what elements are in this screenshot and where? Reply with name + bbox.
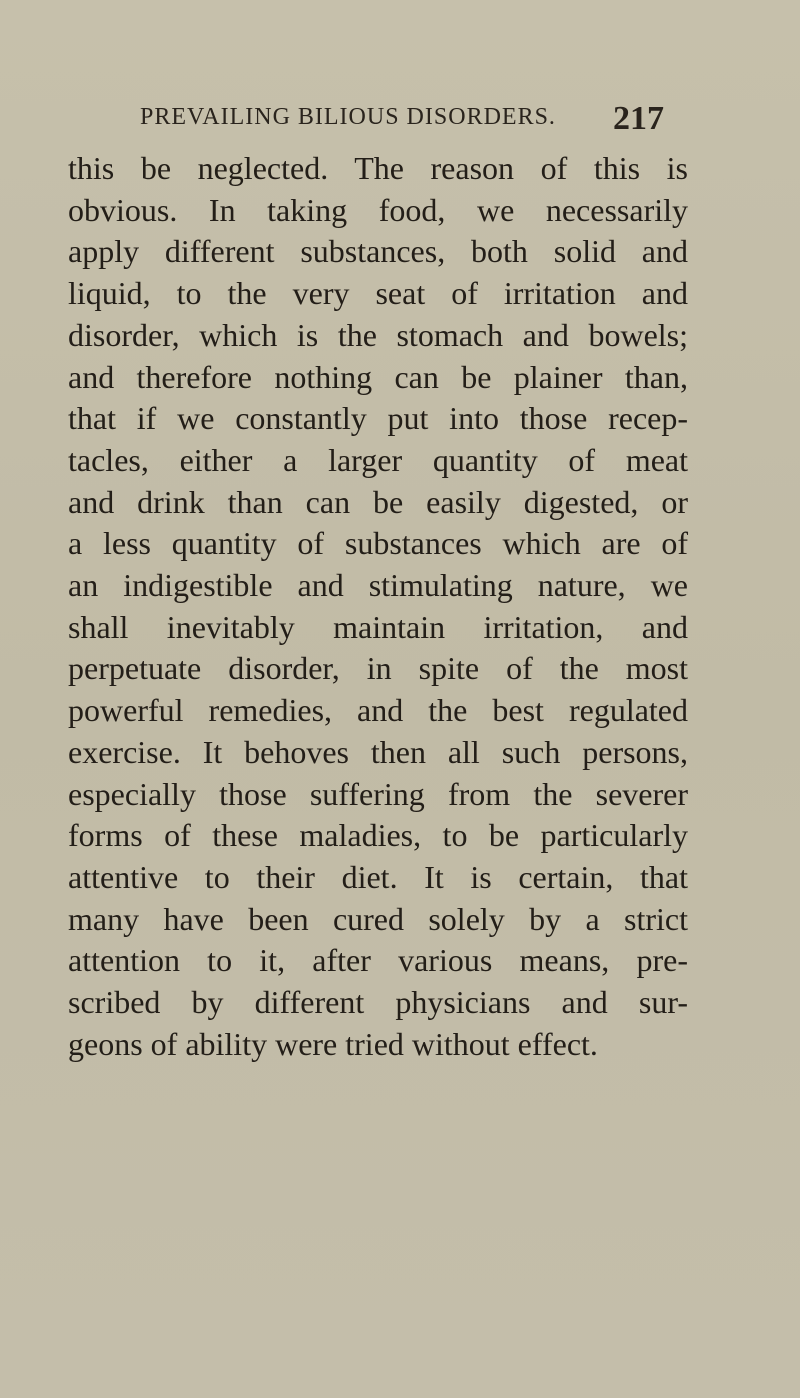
text-line: shall inevitably maintain irritation, and (68, 608, 688, 645)
text-line: disorder, which is the stomach and bowels; (68, 316, 688, 353)
text-line: tacles, either a larger quantity of meat (68, 441, 688, 478)
text-line: attentive to their diet. It is certain, that (68, 858, 688, 895)
text-line: exercise. It behoves then all such persons, (68, 733, 688, 770)
text-line: obvious. In taking food, we necessarily (68, 191, 688, 228)
text-line: scribed by different physicians and sur- (68, 984, 688, 1021)
text-line: especially those suffering from the severer (68, 775, 688, 812)
text-line: an indigestible and stimulating nature, we (68, 567, 688, 604)
text-line: many have been cured solely by a strict (68, 900, 688, 937)
text-line: attention to it, after various means, pre- (68, 942, 688, 979)
text-line: powerful remedies, and the best regulated (68, 692, 688, 729)
text-line: this be neglected. The reason of this is (68, 150, 688, 186)
text-line: apply different substances, both solid and (68, 233, 688, 270)
running-head-title: PREVAILING BILIOUS DISORDERS. (140, 104, 556, 130)
body-text (68, 148, 688, 1065)
running-head (0, 100, 800, 144)
text-line: geons of ability were tried without effect. (68, 1025, 598, 1062)
text-line: a less quantity of substances which are of (68, 525, 688, 562)
text-line: forms of these maladies, to be particularly (68, 817, 688, 854)
text-line: and drink than can be easily digested, or (68, 483, 688, 520)
text-line: liquid, to the very seat of irritation and (68, 275, 688, 312)
page-number: 217 (613, 100, 664, 137)
text-line: that if we constantly put into those recep- (68, 400, 688, 437)
text-line: perpetuate disorder, in spite of the most (68, 650, 688, 687)
text-line: and therefore nothing can be plainer than, (68, 358, 688, 395)
